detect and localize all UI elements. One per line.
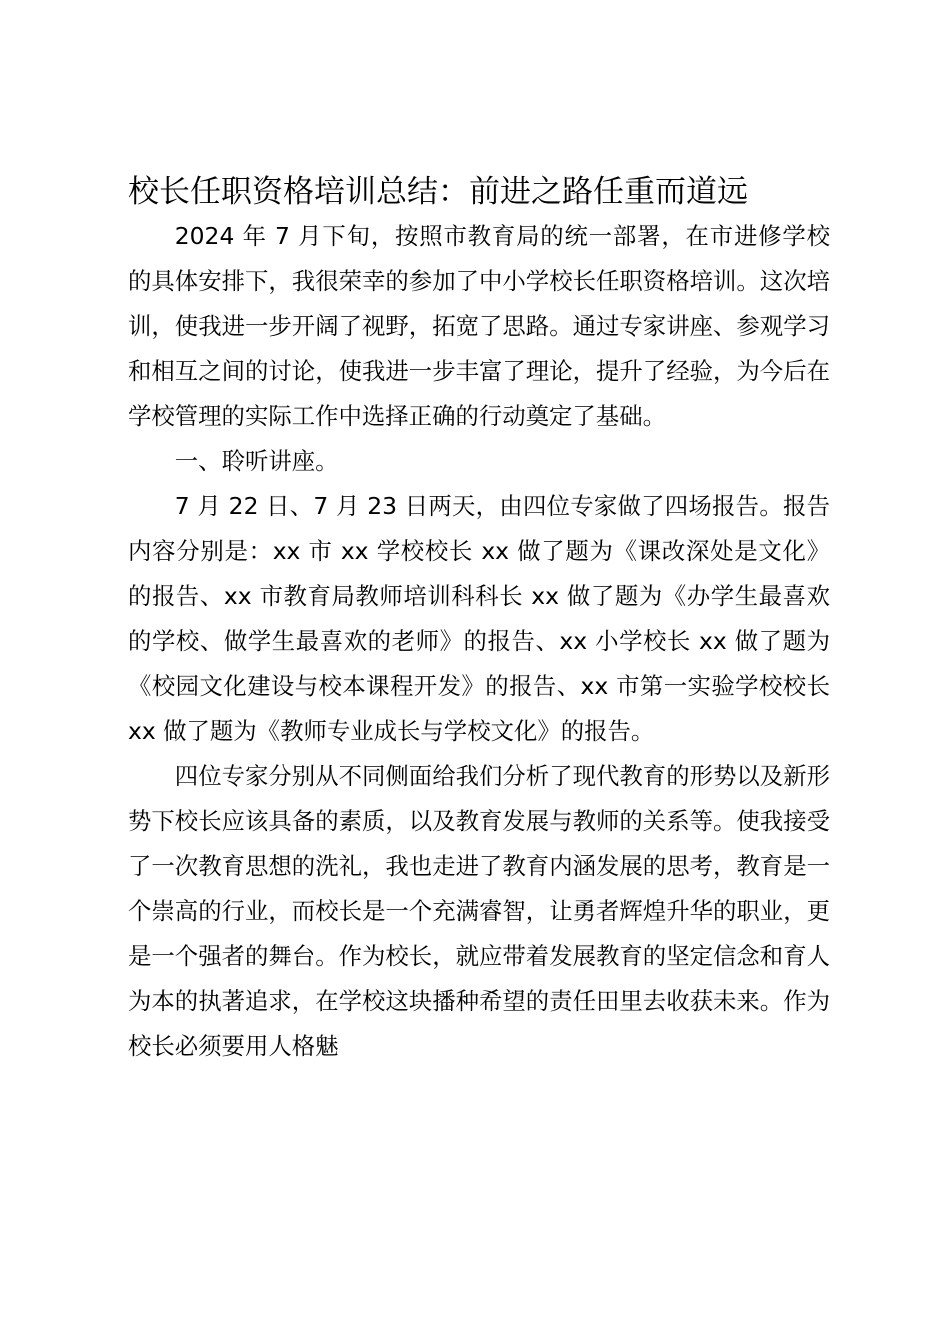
paragraph-reflection: 四位专家分别从不同侧面给我们分析了现代教育的形势以及新形势下校长应该具备的素质，以及教育发展与教师的关系等。使我接受了一次教育思想的洗礼，我也走进了教育内涵发展的思考，教育是一个崇高的行业，而校长是一个充满睿智，让勇者辉煌升华的职业，更是一个强者的舞台。作为校长，就应带着发展教育的坚定信念和育人为本的执著追求，在学校这块播种希望的责任田里去收获未来。作为校长必须要用人格魅: [128, 762, 830, 1060]
document-title: 校长任职资格培训总结：前进之路任重而道远: [128, 174, 748, 210]
paragraph-intro: 2024 年 7 月下旬，按照市教育局的统一部署，在市进修学校的具体安排下，我很荣幸的参加了中小学校长任职资格培训。这次培训，使我进一步开阔了视野，拓宽了思路。通过专家讲座、参观学习和相互之间的讨论，使我进一步丰富了理论，提升了经验，为今后在学校管理的实际工作中选择正确的行动奠定了基础。: [128, 222, 830, 430]
section-heading-lectures: 一、聆听讲座。: [174, 447, 339, 475]
paragraph-lectures: 7 月 22 日、7 月 23 日两天，由四位专家做了四场报告。报告内容分别是：xx 市 xx 学校校长 xx 做了题为《课改深处是文化》的报告、xx 市教育局教师培训科科长 xx 做了题为《办学生最喜欢的学校、做学生最喜欢的老师》的报告、xx 小学校长 xx 做了题为《校园文化建设与校本课程开发》的报告、xx 市第一实验学校校长 xx 做了题为《教师专业成长与学校文化》的报告。: [128, 492, 830, 745]
document-page: [128, 170, 830, 1069]
